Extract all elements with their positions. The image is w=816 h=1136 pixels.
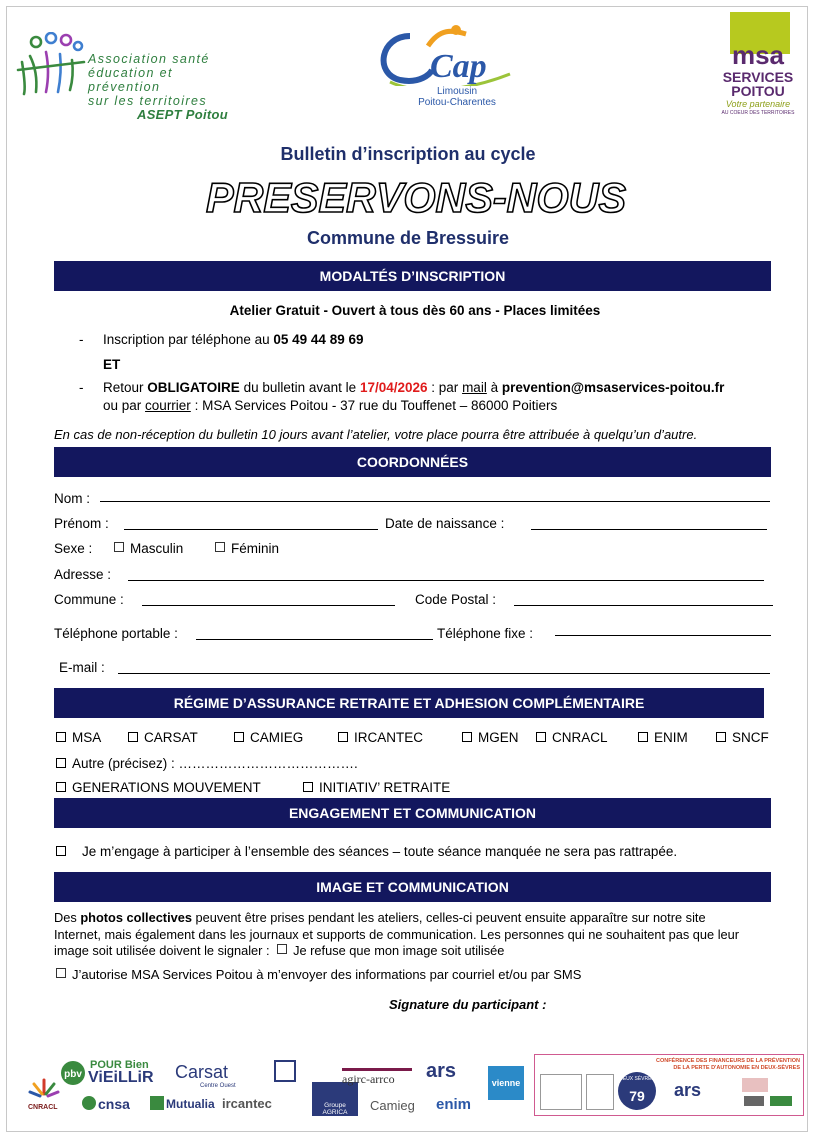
msa-logo [718, 12, 798, 122]
regime-carsat[interactable] [128, 729, 198, 746]
sexe-label: Sexe : [54, 541, 93, 556]
phone-number: 05 49 44 89 69 [273, 332, 364, 347]
regime-header: RÉGIME D’ASSURANCE RETRAITE ET ADHESION COMPLÉMENTAIRE [54, 688, 764, 718]
autorise-text: J’autorise MSA Services Poitou à m’envoyer des informations par courriel et/ou par SMS [72, 967, 582, 982]
bullet-2-line2 [103, 397, 557, 414]
generations-checkbox[interactable] [56, 782, 66, 792]
camieg-checkbox[interactable] [234, 732, 244, 742]
nom-label: Nom : [54, 491, 91, 506]
feminin-checkbox[interactable] [215, 542, 225, 552]
autorise-checkbox[interactable] [56, 968, 66, 978]
vienne-text: vienne [491, 1078, 521, 1088]
conf-small-logo [742, 1078, 768, 1092]
mgen-checkbox[interactable] [462, 732, 472, 742]
camieg-option-label: CAMIEG [250, 730, 304, 745]
mutualia-square-icon [150, 1096, 164, 1110]
image-header: IMAGE ET COMMUNICATION [54, 872, 771, 902]
signature-label: Signature du participant : [389, 997, 547, 1012]
bullet1-text: Inscription par téléphone au [103, 332, 270, 347]
asept-line2: éducation et prévention [88, 66, 173, 94]
agirc-text: agirc-arrco [342, 1072, 395, 1086]
prenom-field[interactable] [124, 529, 378, 530]
prenom-label: Prénom : [54, 516, 109, 531]
cnracl-text: CNRACL [28, 1104, 58, 1111]
tel-fixe-label: Téléphone fixe : [437, 626, 534, 641]
naissance-field[interactable] [531, 529, 767, 530]
conf-green-logo [770, 1096, 792, 1106]
tel-portable-label: Téléphone portable : [54, 626, 178, 641]
pbv-line1: POUR Bien [90, 1059, 149, 1071]
engagement-text: Je m’engage à participer à l’ensemble des séances – toute séance manquée ne sera pas rattrapée. [82, 844, 678, 859]
autre-label: Autre (précisez) : …………………………………. [72, 756, 358, 771]
commune-title: Commune de Bressuire [306, 228, 510, 248]
commune-label: Commune : [54, 592, 124, 607]
main-title [0, 174, 816, 216]
photos-collectives: photos collectives [80, 910, 192, 925]
ars-conf-text: ars [674, 1080, 702, 1100]
regime-ircantec[interactable] [338, 729, 423, 746]
regime-camieg[interactable] [234, 729, 303, 746]
b2-e: à [490, 380, 499, 395]
cap-sub-line1: Limousin [436, 86, 478, 97]
conference-title [580, 1058, 800, 1072]
carsat-sub: Centre Ouest [200, 1083, 236, 1089]
sncf-checkbox[interactable] [716, 732, 726, 742]
enim-checkbox[interactable] [638, 732, 648, 742]
masculin-checkbox[interactable] [114, 542, 124, 552]
agrica-text: Groupe AGRICA [312, 1102, 358, 1116]
bullet-dash-1: - [79, 332, 84, 347]
b2-l2a: ou par [103, 398, 142, 413]
b2-courrier: courrier [145, 398, 191, 413]
initiativ-label: INITIATIV’ RETRAITE [319, 780, 451, 795]
commune-field[interactable] [142, 605, 395, 606]
feminin-option[interactable] [215, 540, 279, 557]
msa-checkbox[interactable] [56, 732, 66, 742]
engagement-checkbox[interactable] [56, 846, 66, 856]
regime-mgen[interactable] [462, 729, 519, 746]
msa-word: msa [731, 40, 785, 70]
n79-text: 79 [629, 1088, 645, 1104]
et-label: ET [103, 357, 121, 372]
msa-line2: POITOU [731, 83, 785, 99]
notice-text: En cas de non-réception du bulletin 10 jours avant l’atelier, votre place pourra être attribuée à quelqu’un d’autre. [54, 427, 698, 442]
image-line2: Internet, mais également dans les journaux et supports de communication. Les personnes qui ne souhaitent pas que leur [54, 926, 740, 942]
deadline-date: 17/04/2026 [359, 380, 428, 395]
cap-logo [370, 24, 520, 114]
camieg-text: Camieg [370, 1098, 415, 1113]
cnsa-dot-icon [82, 1096, 96, 1110]
coordonnees-header: COORDONNÉES [54, 447, 771, 477]
regime-enim[interactable] [638, 729, 688, 746]
conf-flyer-2 [586, 1074, 614, 1110]
cap-subtitle [414, 86, 500, 108]
regime-msa[interactable] [56, 729, 101, 746]
contact-email[interactable]: prevention@msaservices-poitou.fr [501, 380, 725, 395]
sncf-option-label: SNCF [732, 730, 769, 745]
masculin-option[interactable] [114, 540, 183, 557]
asept-figures-icon [16, 32, 86, 96]
bullet-dash-2: - [79, 380, 84, 395]
mgen-option-label: MGEN [478, 730, 519, 745]
refuse-image-label: Je refuse que mon image soit utilisée [293, 943, 505, 958]
asept-text [88, 52, 246, 122]
regime-autre[interactable] [56, 755, 358, 772]
email-label: E-mail : [59, 660, 105, 675]
engagement-statement[interactable] [56, 843, 677, 860]
pbv-circle-icon [60, 1060, 86, 1086]
generations-label: GENERATIONS MOUVEMENT [72, 780, 261, 795]
partner-logos [20, 1056, 810, 1126]
image-line3 [54, 943, 794, 960]
msa-tagline2: AU COEUR DES TERRITOIRES [721, 110, 795, 116]
ircantec-option-label: IRCANTEC [354, 730, 424, 745]
agirc-bar [342, 1068, 412, 1071]
svg-text:pbv: pbv [64, 1069, 82, 1080]
autorise-statement[interactable] [56, 966, 581, 983]
image-paragraph [54, 910, 794, 960]
b2-d: : par [431, 380, 459, 395]
carsat-text: Carsat [175, 1062, 229, 1082]
nom-field[interactable] [100, 501, 770, 502]
cnsa-text: cnsa [98, 1096, 130, 1112]
cnracl-checkbox[interactable] [536, 732, 546, 742]
engagement-header: ENGAGEMENT ET COMMUNICATION [54, 798, 771, 828]
initiativ-checkbox[interactable] [303, 782, 313, 792]
adresse-label: Adresse : [54, 567, 112, 582]
enim-text: enim [436, 1096, 472, 1113]
msa-line1: SERVICES [722, 69, 794, 85]
ars-text: ars [426, 1060, 457, 1082]
p1c: peuvent être prises pendant les ateliers, celles-ci peuvent ensuite apparaître sur notre site [195, 910, 706, 925]
cnracl-option-label: CNRACL [552, 730, 608, 745]
modalites-header: MODALTÉS D’INSCRIPTION [54, 261, 771, 291]
feminin-label: Féminin [231, 541, 280, 556]
tel-fixe-field[interactable] [555, 635, 771, 636]
modalites-subtitle: Atelier Gratuit - Ouvert à tous dès 60 ans - Places limitées [229, 303, 601, 318]
p1a: Des [54, 910, 77, 925]
regime-generations[interactable] [56, 779, 261, 796]
bullet-1 [103, 331, 363, 348]
code-postal-field[interactable] [514, 605, 773, 606]
code-postal-label: Code Postal : [415, 592, 497, 607]
pbv-line2: ViEiLLiR [88, 1069, 154, 1086]
enim-option-label: ENIM [654, 730, 688, 745]
tel-portable-field[interactable] [196, 639, 433, 640]
image-line1 [54, 910, 794, 927]
asept-line3: sur les territoires [88, 94, 207, 108]
cap-word: Cap [430, 48, 487, 85]
b2-a: Retour [103, 380, 144, 395]
asept-line1: Association santé [88, 52, 210, 66]
asept-line4: ASEPT Poitou [137, 107, 228, 122]
b2-obligatoire: OBLIGATOIRE [147, 380, 240, 395]
carsat-checkbox[interactable] [128, 732, 138, 742]
bulletin-title: Bulletin d’inscription au cycle [280, 144, 536, 164]
autre-checkbox[interactable] [56, 758, 66, 768]
conf-flyer-1 [540, 1074, 582, 1110]
p3a: image soit utilisée doivent le signaler : [54, 943, 270, 958]
msa-tagline: Votre partenaire [725, 99, 791, 109]
email-field[interactable] [118, 673, 770, 674]
b2-c: du bulletin avant le [243, 380, 357, 395]
conf-line2: DE LA PERTE D'AUTONOMIE EN DEUX-SÈVRES [673, 1065, 800, 1071]
refuse-image-checkbox[interactable] [277, 944, 287, 954]
ircantec-text: ircantec [222, 1096, 272, 1111]
conf-line1: CONFÉRENCE DES FINANCEURS DE LA PRÉVENTION [655, 1058, 800, 1064]
masculin-label: Masculin [130, 541, 184, 556]
mutualia-text: Mutualia [166, 1097, 215, 1111]
regime-cnracl[interactable] [536, 729, 608, 746]
cnracl-logo-icon [26, 1076, 62, 1106]
adresse-field[interactable] [128, 580, 764, 581]
ircantec-checkbox[interactable] [338, 732, 348, 742]
asept-logo [16, 32, 246, 122]
naissance-label: Date de naissance : [385, 516, 505, 531]
b2-mail: mail [462, 380, 487, 395]
msa-option-label: MSA [72, 730, 102, 745]
famille-logo-icon [274, 1060, 296, 1082]
regime-initiativ[interactable] [303, 779, 450, 796]
msa-services [718, 70, 798, 98]
carsat-option-label: CARSAT [144, 730, 198, 745]
cap-sub-line2: Poitou-Charentes [418, 97, 496, 108]
conf-msa-logo [744, 1096, 764, 1106]
bullet-2-line1 [103, 379, 724, 396]
deux-sevres-text: DEUX SÈVRES [619, 1076, 655, 1082]
main-title-text: PRESERVONS-NOUS [206, 174, 626, 216]
regime-sncf[interactable] [716, 729, 769, 746]
b2-address: : MSA Services Poitou - 37 rue du Touffenet – 86000 Poitiers [194, 398, 558, 413]
